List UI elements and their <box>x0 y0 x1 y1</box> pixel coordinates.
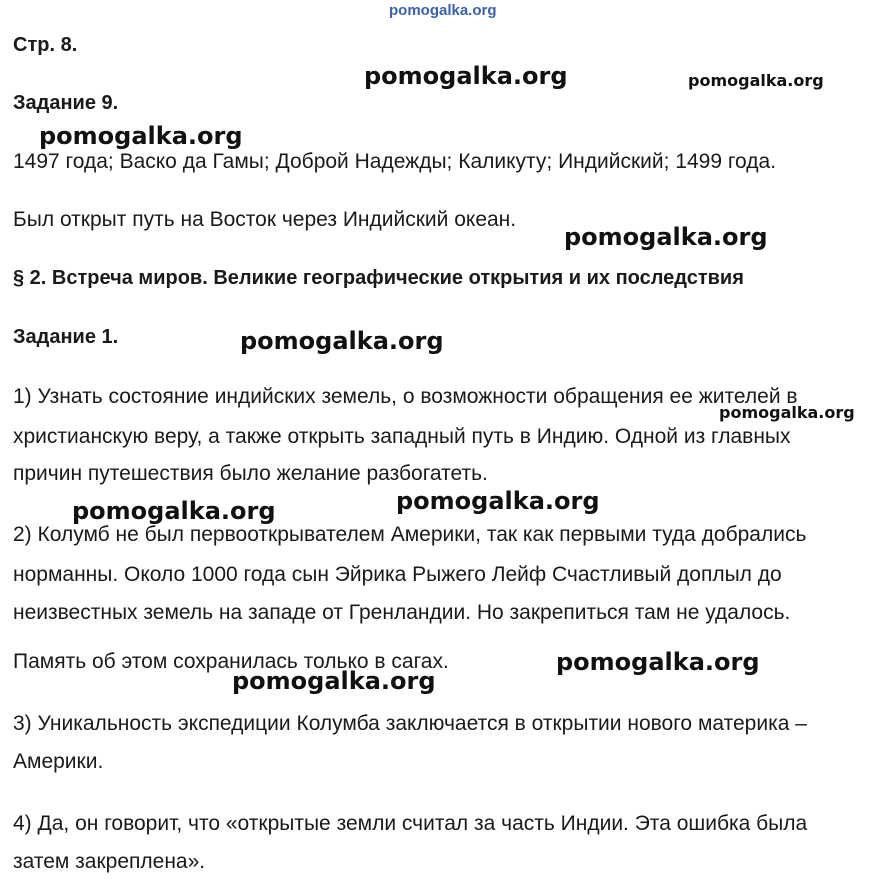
watermark: pomogalka.org <box>39 122 243 150</box>
section-title: § 2. Встреча миров. Великие географические открытия и их последствия <box>13 267 744 289</box>
answer1-line3: причин путешествия было желание разбогатеть. <box>13 462 488 485</box>
top-watermark: pomogalka.org <box>389 2 497 19</box>
answer1-line2: христианскую веру, а также открыть западный путь в Индию. Одной из главных <box>13 425 791 448</box>
page-ref: Стр. 8. <box>13 34 78 56</box>
task9-line1: 1497 года; Васко да Гамы; Доброй Надежды; Каликуту; Индийский; 1499 года. <box>13 150 777 173</box>
watermark: pomogalka.org <box>564 223 768 251</box>
watermark: pomogalka.org <box>72 497 276 525</box>
answer2-line4: Память об этом сохранилась только в сагах. <box>13 650 449 673</box>
answer2-line3: неизвестных земель на западе от Гренландии. Но закрепиться там не удалось. <box>13 601 791 624</box>
watermark: pomogalka.org <box>556 648 760 676</box>
watermark: pomogalka.org <box>364 62 568 90</box>
watermark: pomogalka.org <box>240 327 444 355</box>
answer1-line1: 1) Узнать состояние индийских земель, о возможности обращения ее жителей в <box>13 385 798 408</box>
task9-heading: Задание 9. <box>13 92 119 114</box>
answer4-line2: затем закреплена». <box>13 850 206 873</box>
answer3-line2: Америки. <box>13 750 104 773</box>
task1-heading: Задание 1. <box>13 326 119 348</box>
answer3-line1: 3) Уникальность экспедиции Колумба заключается в открытии нового материка – <box>13 712 807 735</box>
task9-line2: Был открыт путь на Восток через Индийский океан. <box>13 208 517 231</box>
watermark: pomogalka.org <box>719 403 855 422</box>
answer2-line1: 2) Колумб не был первооткрывателем Америки, так как первыми туда добрались <box>13 523 807 546</box>
watermark: pomogalka.org <box>232 667 436 695</box>
answer2-line2: норманны. Около 1000 года сын Эйрика Рыжего Лейф Счастливый доплыл до <box>13 563 782 586</box>
answer4-line1: 4) Да, он говорит, что «открытые земли считал за часть Индии. Эта ошибка была <box>13 812 808 835</box>
watermark: pomogalka.org <box>396 487 600 515</box>
watermark: pomogalka.org <box>688 71 824 90</box>
